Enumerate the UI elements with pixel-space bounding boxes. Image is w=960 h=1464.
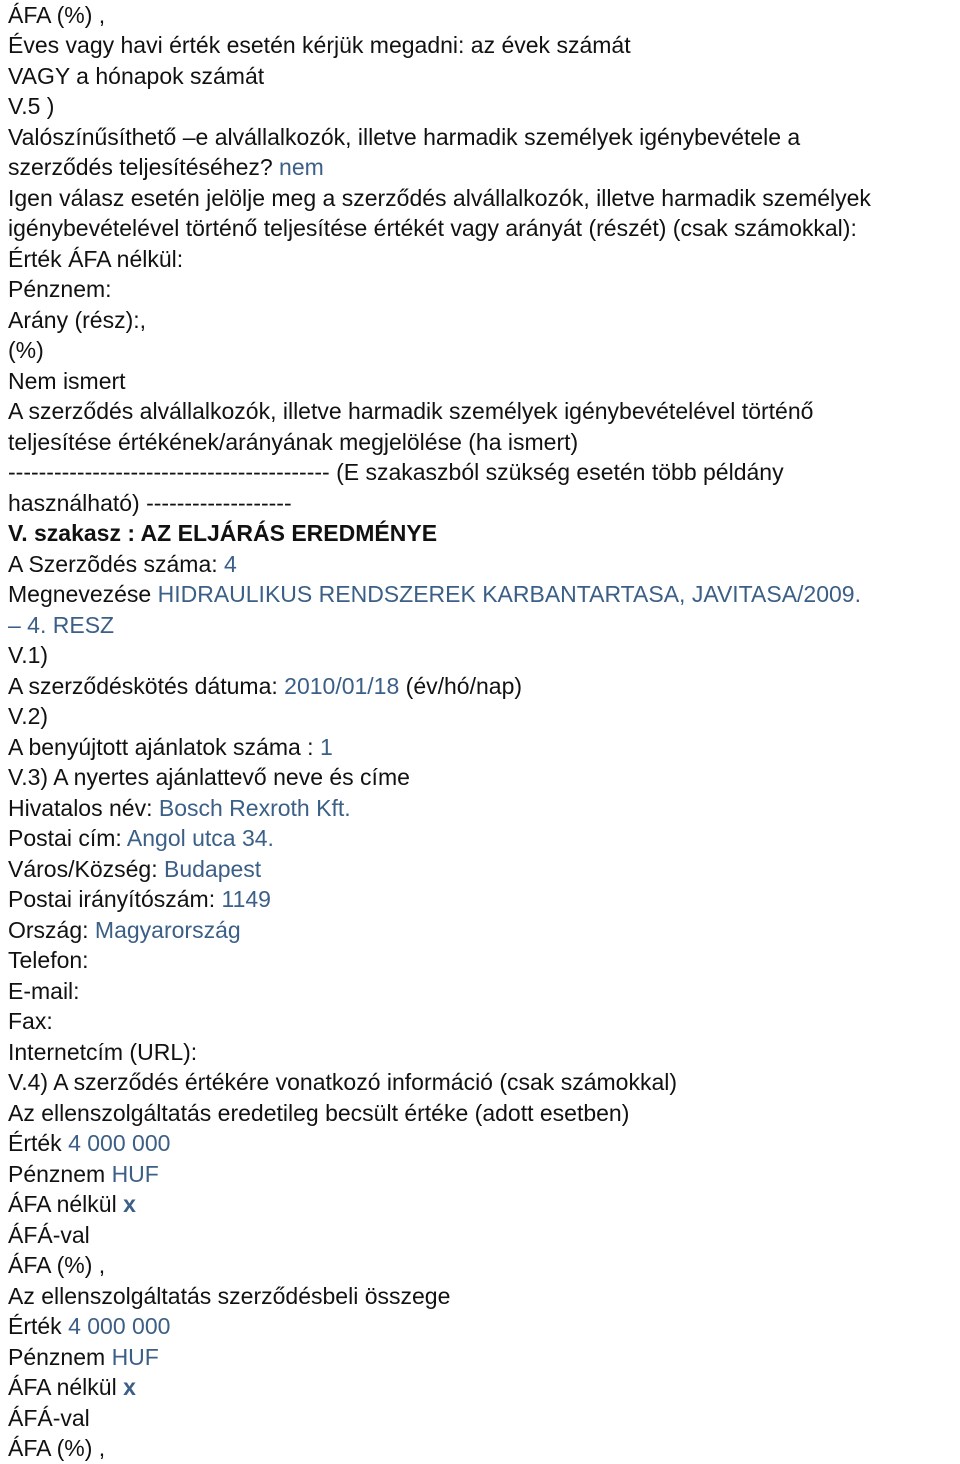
contract-without-vat-label: ÁFA nélkül (8, 1374, 117, 1400)
section-v1-label: V.1) (8, 642, 49, 668)
postal-code-value: 1149 (221, 886, 271, 912)
estimated-currency-value: HUF (111, 1161, 159, 1187)
contract-number-line (8, 549, 237, 580)
duration-note-line-2 (8, 61, 264, 92)
section-v3-heading (8, 762, 410, 793)
ratio-label: Arány (rész):, (8, 307, 147, 333)
value-without-vat-label: Érték ÁFA nélkül: (8, 246, 184, 272)
contract-date-value: 2010/01/18 (284, 673, 400, 699)
section-v-title: V. szakasz : AZ ELJÁRÁS EREDMÉNYE (8, 520, 438, 546)
official-name-line (8, 793, 351, 824)
subcontractor-value-text-2: teljesítése értékének/arányának megjelölése (ha ismert) (8, 429, 579, 455)
value-without-vat-line (8, 244, 183, 275)
contract-currency-value: HUF (111, 1344, 159, 1370)
phone-line (8, 945, 89, 976)
unknown-line (8, 366, 126, 397)
contract-name-value-2: – 4. RESZ (8, 612, 115, 638)
contract-date-label: A szerződéskötés dátuma: (8, 673, 278, 699)
contract-name-value: HIDRAULIKUS RENDSZEREK KARBANTARTASA, JAVITASA/2009. (157, 581, 861, 607)
postal-address-line (8, 823, 274, 854)
email-line (8, 976, 80, 1007)
estimated-currency-line (8, 1159, 159, 1190)
section-v2-heading (8, 701, 48, 732)
subcontractor-value-line (8, 396, 813, 427)
url-line (8, 1037, 197, 1068)
unknown-label: Nem ismert (8, 368, 126, 394)
email-label: E-mail: (8, 978, 80, 1004)
section-v5-label: V.5 ) (8, 93, 55, 119)
percent-line (8, 335, 44, 366)
contract-date-line (8, 671, 522, 702)
contract-without-vat-line (8, 1372, 136, 1403)
subcontractor-value-text: A szerződés alvállalkozók, illetve harmadik személyek igénybevételével történő (8, 398, 814, 424)
section-v4-heading (8, 1067, 677, 1098)
estimated-without-vat-label: ÁFA nélkül (8, 1191, 117, 1217)
subcontractor-value-line-2 (8, 427, 578, 458)
subcontractor-answer-value: nem (279, 154, 324, 180)
contract-name-label: Megnevezése (8, 581, 152, 607)
subcontractor-instruction-text-2: igénybevételével történő teljesítése értékét vagy arányát (részét) (csak számokkal): (8, 215, 857, 241)
contract-with-vat-line (8, 1403, 90, 1434)
subcontractor-instruction-line (8, 183, 871, 214)
estimated-value-heading (8, 1098, 629, 1129)
section-v2-label: V.2) (8, 703, 49, 729)
contract-vat-percent-label: ÁFA (%) , (8, 1435, 106, 1461)
estimated-vat-percent-label: ÁFA (%) , (8, 1252, 106, 1278)
subcontractor-instruction-text: Igen válasz esetén jelölje meg a szerződés alvállalkozók, illetve harmadik személyek (8, 185, 871, 211)
section-v4-label: V.4) A szerződés értékére vonatkozó információ (csak számokkal) (8, 1069, 677, 1095)
estimated-without-vat-mark: x (123, 1191, 136, 1217)
section-v5-heading (8, 91, 54, 122)
contract-with-vat-label: ÁFÁ-val (8, 1405, 90, 1431)
country-label: Ország: (8, 917, 89, 943)
estimated-amount-label: Érték (8, 1130, 62, 1156)
estimated-with-vat-label: ÁFÁ-val (8, 1222, 90, 1248)
estimated-vat-percent-line (8, 1250, 105, 1281)
subcontractor-answer-line (8, 152, 324, 183)
country-value: Magyarország (94, 917, 241, 943)
estimated-without-vat-line (8, 1189, 136, 1220)
duration-note-text-2: VAGY a hónapok számát (8, 63, 265, 89)
separator-text: ------------------------------------------ (E szakaszból szükség esetén több példány (8, 459, 784, 485)
fax-line (8, 1006, 53, 1037)
subcontractor-question-text-2: szerződés teljesítéséhez? (8, 154, 273, 180)
postal-address-label: Postai cím: (8, 825, 122, 851)
phone-label: Telefon: (8, 947, 89, 973)
postal-code-line (8, 884, 271, 915)
subcontractor-question-text: Valószínűsíthető –e alvállalkozók, illetve harmadik személyek igénybevétele a (8, 124, 801, 150)
separator-line-2 (8, 488, 292, 519)
postal-code-label: Postai irányítószám: (8, 886, 216, 912)
city-label: Város/Község: (8, 856, 158, 882)
estimated-currency-label: Pénznem (8, 1161, 106, 1187)
estimated-value-label: Az ellenszolgáltatás eredetileg becsült értéke (adott esetben) (8, 1100, 630, 1126)
offers-count-line (8, 732, 333, 763)
subcontractor-instruction-line-2 (8, 213, 857, 244)
estimated-amount-line (8, 1128, 170, 1159)
contract-number-label: A Szerzõdés száma: (8, 551, 218, 577)
contract-amount-label: Érték (8, 1313, 62, 1339)
contract-value-label: Az ellenszolgáltatás szerződésbeli összege (8, 1283, 451, 1309)
section-v-heading (8, 518, 437, 549)
subcontractor-question-line (8, 122, 800, 153)
section-v1-heading (8, 640, 48, 671)
contract-number-value: 4 (224, 551, 237, 577)
official-name-label: Hivatalos név: (8, 795, 153, 821)
contract-amount-value: 4 000 000 (68, 1313, 171, 1339)
currency-line (8, 274, 112, 305)
contract-currency-label: Pénznem (8, 1344, 106, 1370)
contract-name-line (8, 579, 861, 610)
currency-label: Pénznem: (8, 276, 112, 302)
official-name-value: Bosch Rexroth Kft. (158, 795, 351, 821)
contract-vat-percent-line (8, 1433, 105, 1464)
section-v3-label: V.3) A nyertes ajánlattevő neve és címe (8, 764, 410, 790)
city-line (8, 854, 261, 885)
contract-date-format: (év/hó/nap) (405, 673, 523, 699)
contract-without-vat-mark: x (123, 1374, 136, 1400)
separator-line (8, 457, 784, 488)
contract-currency-line (8, 1342, 159, 1373)
afa-percent-line (8, 0, 105, 31)
fax-label: Fax: (8, 1008, 53, 1034)
country-line (8, 915, 241, 946)
estimated-with-vat-line (8, 1220, 90, 1251)
offers-count-label: A benyújtott ajánlatok száma : (8, 734, 314, 760)
city-value: Budapest (163, 856, 262, 882)
contract-value-heading (8, 1281, 450, 1312)
separator-text-2: használható) ------------------- (8, 490, 292, 516)
duration-note-text: Éves vagy havi érték esetén kérjük megadni: az évek számát (8, 32, 631, 58)
duration-note-line (8, 30, 631, 61)
afa-percent-label: ÁFA (%) , (8, 2, 106, 28)
offers-count-value: 1 (319, 734, 333, 760)
contract-amount-line (8, 1311, 170, 1342)
contract-name-line-2 (8, 610, 114, 641)
ratio-line (8, 305, 146, 336)
postal-address-value: Angol utca 34. (126, 825, 274, 851)
estimated-amount-value: 4 000 000 (68, 1130, 171, 1156)
url-label: Internetcím (URL): (8, 1039, 198, 1065)
percent-label: (%) (8, 337, 44, 363)
